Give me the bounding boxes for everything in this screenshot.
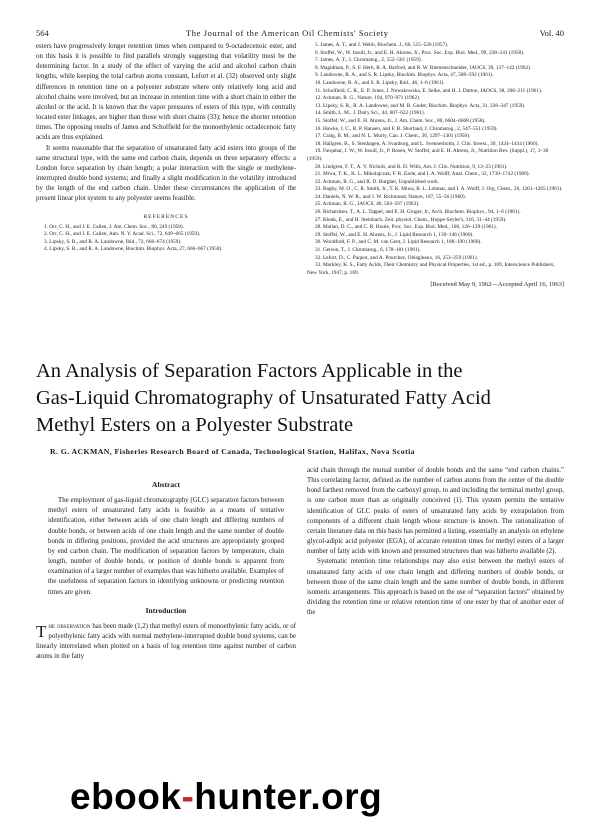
drop-cap: T xyxy=(36,621,47,641)
references-list-left xyxy=(36,224,296,254)
reference-entry: 3. Lipsky, S. R., and R. A. Landowne, Ibid., 72, 666–674 (1959). xyxy=(44,238,182,245)
reference-entry: 30. Woodford, F. P., and C. M. van Gent, J. Lipid Research 1, 188–190 (1960). xyxy=(315,239,482,246)
watermark-text xyxy=(70,776,382,818)
article-column-right xyxy=(307,466,564,806)
prev-article-column-right xyxy=(307,42,564,289)
reference-entry: 29. Stoffel, W., and E. H. Ahrens, Jr., J. Lipid Research 1, 139–146 (1960). xyxy=(315,231,474,238)
title-line: Gas-Liquid Chromatography of Unsaturated Fatty Acid xyxy=(36,387,491,409)
reference-entry: 20. Lindgren, F. T., A. V. Nichols, and R. D. Wills, Am. J. Clin. Nutrition, 9, 13–23 (1961). xyxy=(315,163,508,170)
reference-entry: 2. Orr, C. H., and J. E. Callen, Ann. N. Y. Acad. Sci., 72, 649–665 (1959). xyxy=(44,231,201,238)
reference-entry: 17. Craig, B. M., and N. L. Murty, Can. J. Chem., 36, 1297–1301 (1958). xyxy=(315,133,471,140)
reference-entry: 5. James, A. T., and J. Webb, Biochem. J., 66, 515–520 (1957). xyxy=(315,42,449,48)
title-line: An Analysis of Separation Factors Applicable in the xyxy=(36,360,463,382)
references-heading: REFERENCES xyxy=(143,213,189,220)
reference-entry: 31. Gerson, T., J. Chromatog., 6, 178–181 (1961). xyxy=(315,247,421,254)
reference-entry: 14. Smith, L. M., J. Dairy Sci., 44, 607–622 (1961). xyxy=(315,110,425,117)
introduction-heading: Introduction xyxy=(145,605,187,615)
running-header xyxy=(36,28,564,40)
reference-entry: 8. Magidman, P., S. F. Herb, R. A. Barford, and R. W. Riemenschneider, JAOCS, 39, 137–142 (1962). xyxy=(315,64,532,71)
reference-entry: 24. Daniels, N. W. R., and J. W. Richmond, Nature, 187, 55–56 (1960). xyxy=(315,193,466,200)
intro-lead-in: he observation xyxy=(48,622,91,630)
references-list-right xyxy=(307,42,564,277)
article-paragraph: Systematic retention time relationships may also exist between the methyl esters of unsaturated fatty acids of one chain length and differing numbers of double bonds, or between those of the same chain length and the same number of double bonds, in different isomeric arrangements. This approach is based on the use of “separation factors” obtained by dividing the retention time or relative retention time of one ester by that of another ester of the xyxy=(307,558,564,617)
prev-article-column-left xyxy=(36,42,296,254)
abstract-text: The employment of gas-liquid chromatography (GLC) separation factors between methyl esters of unsaturated fatty acids is feasible as a means of tentative identification, either between acids of one chain length and differing numbers of double bonds, or between acids of one chain length and the same number of double bonds in differing positions, provided the acid structures are appropriately grouped by end carbon chain. The modification of separation factors by temperature, chain length, number of double bonds, or position of double bonds is apparent from examination of a larger number of examples than was hitherto available. Examples of the usefulness of separation factors in identifying unknowns or predicting retention times are given. xyxy=(48,497,284,596)
reference-entry: 4. Lipsky, S. R., and R. A. Landowne, Biochim. Biophys. Acta, 27, 666–667 (1958). xyxy=(44,246,223,253)
reference-entry: 11. Scholfield, C. R., E. P. Jones, J. Nowakowska, E. Selke, and H. J. Dutton, JAOCS, 38, 208–211 (1961). xyxy=(315,87,543,94)
reference-entry: 9. Landowne, R. A., and S. R. Lipsky, Biochim. Biophys. Acta, 47, 589–592 (1961). xyxy=(315,72,494,79)
prev-article-paragraph: It seems reasonable that the separation of unsaturated fatty acid esters into groups of the same structural type, with the same end carbon chain, depends on three separatory effects: a London force separation by chain length; a polar interaction with the single or methylene-interrupted double bond systems; and finally a slight modification in the volatility introduced by the length of the end carbon chain. Under these circumstances the application of the present linear plot system to any polyester seems feasible. xyxy=(36,144,296,203)
article-paragraph: acid chain through the mutual number of double bonds and the same “end carbon chains.” This correlating factor, defined as the number of carbon atoms from the center of the double bond farthest removed from the carboxyl group, to and including the terminal methyl group, is one carbon more than as originally conceived (1). This system permits the tentative identification of GLC peaks of esters of unsaturated fatty acids by extrapolation from components of a different chain length whose structure is known. The rationalization of certain literature data on this basis has permitted a listing, essentially an analysis on ethylene glycol-adipic acid polyester (EGA), of accurate retention times for methyl esters of a larger number of fatty acids with known and presumed structures than was hitherto available (2). xyxy=(307,467,564,556)
reference-entry: 33. Markley, K. S., Fatty Acids, Their Chemistry and Physical Properties, 1st ed., p. 169, Interscience Publishers, New York, 1947, p. 169. xyxy=(307,262,555,276)
article-column-left xyxy=(36,480,296,800)
journal-title: The Journal of the American Oil Chemists' Society xyxy=(186,28,389,38)
reference-entry: 25. Ackman, R. G., JAOCS, 40, 564–567 (1963). xyxy=(315,201,420,208)
reference-entry: 13. Lipsky, S. R., R. A. Landowne, and M. R. Godet, Biochim. Biophys. Acta, 31, 336–347 (1959). xyxy=(315,102,526,109)
reference-entry: 1. Orr, C. H., and J. E. Callen, J. Am. Chem. Soc., 80, 249 (1958). xyxy=(44,223,184,230)
prev-article-paragraph: esters have progressively longer retention times when compared to 9-octadecenoic ester, and on this basis it is possible to find parallels strongly suggesting that volatility must be the determining factor. In a study of the effect of varying the acid and alcohol carbon chain lengths, while keeping the total carbon atoms constant, Lefort et al. (32) observed only slight differences in retention time on a polyester substrate where only relatively long acid and alcohol chains were involved, but an increase in retention time with a short chain in either the alcohol or the acid. It is known that the vapor pressures of esters of this type, with centrally located ester linkages, are higher than those with short chains (33); hence the shorter retention times. The opposing results of James and Scholfield for the monoethylenic octadecenoic fatty acids are thus explained. xyxy=(36,43,296,142)
watermark-left: ebook xyxy=(70,776,182,817)
reference-entry: 15. Stoffel, W., and E. H. Ahrens, Jr., J. Am. Chem. Soc., 80, 6604–6608 (1958). xyxy=(315,117,486,124)
reference-entry: 23. Bagby, M. O., C. R. Smith, Jr., T. K. Miwa, R. L. Lohmar, and I. A. Wolff, J. Org. Chem., 26, 1261–1265 (1961). xyxy=(315,186,563,193)
title-line: Methyl Esters on a Polyester Substrate xyxy=(36,414,354,436)
reference-entry: 18. Hallgren, B., S. Stenhagen, A. Svanborg, and L. Svennerholm, J. Clin. Invest., 39, 1424–1434 (1960). xyxy=(315,140,539,147)
reference-entry: 32. Lefort, D., C. Paquot, and A. Pourchez, Oléagineux, 16, 253–259 (1961). xyxy=(315,254,478,261)
reference-entry: 19. Farquhar, J. W., W. Insull, Jr., P. Rosen, W. Stoffel, and E. H. Ahrens, Jr., Nutrition Rev. (Suppl.), 17, 1–30 (1959). xyxy=(307,148,549,162)
reference-entry: 6. Stoffel, W., W. Insull, Jr., and E. H. Ahrens, Jr., Proc. Soc. Exp. Biol. Med., 99, 238–241 (1958). xyxy=(315,49,525,56)
introduction-paragraph xyxy=(36,622,296,663)
page-number: 564 xyxy=(36,28,49,38)
reference-entry: 10. Landowne, R. A., and S. R. Lipsky, Ibid., 46, 1–6 (1961). xyxy=(315,79,445,86)
abstract-heading: Abstract xyxy=(152,480,180,489)
reference-entry: 12. Ackman, R. G., Nature, 194, 970–971 (1962). xyxy=(315,95,421,102)
reference-entry: 26. Richardson, T., A. L. Tappel, and E. H. Gruger, Jr., Arch. Biochem. Biophys., 94, 1–6 (1961). xyxy=(315,209,521,216)
watermark-separator: - xyxy=(181,776,195,817)
reference-entry: 16. Hawke, J. C., R. P. Hansen, and F. B. Shorland, J. Chromatog., 2, 547–551 (1959). xyxy=(315,125,498,132)
article-title xyxy=(36,358,564,439)
reference-entry: 27. Klenk, E., and H. Steinbach, Zeit. physiol. Chem., Hoppe-Seyler's, 316, 31–44 (1959). xyxy=(315,216,507,223)
reference-entry: 28. Mallan, D. C., and C. R. Houle, Proc. Soc. Exp. Biol. Med., 108, 126–129 (1961). xyxy=(315,224,497,231)
reference-entry: 22. Ackman, R. G., and R. D. Burgher, Unpublished work. xyxy=(315,178,440,185)
reference-entry: 21. Miwa, T. K., K. L. Mikolajczak, F. R. Earle, and I. A. Wolff, Anal. Chem., 32, 1739–1742 (1960). xyxy=(315,171,530,178)
reference-entry: 7. James, A. T., J. Chromatog., 2, 552–561 (1959). xyxy=(315,57,422,64)
volume-label: Vol. 40 xyxy=(539,28,564,38)
author-line: R. G. ACKMAN, Fisheries Research Board of Canada, Technological Station, Halifax, Nova Scotia xyxy=(50,447,415,456)
watermark-right: hunter.org xyxy=(194,776,383,817)
intro-text: has been made (1,2) that methyl esters of monoethylenic fatty acids, or of polyethylenic fatty acids with normal methylene-interrupted double bond systems, can be linearly interrelated when plotted on a basis of log retention time against number of carbon atoms in the fatty xyxy=(36,622,296,661)
received-date: [Received May 9, 1962—Accepted April 16, 1963] xyxy=(430,281,564,289)
